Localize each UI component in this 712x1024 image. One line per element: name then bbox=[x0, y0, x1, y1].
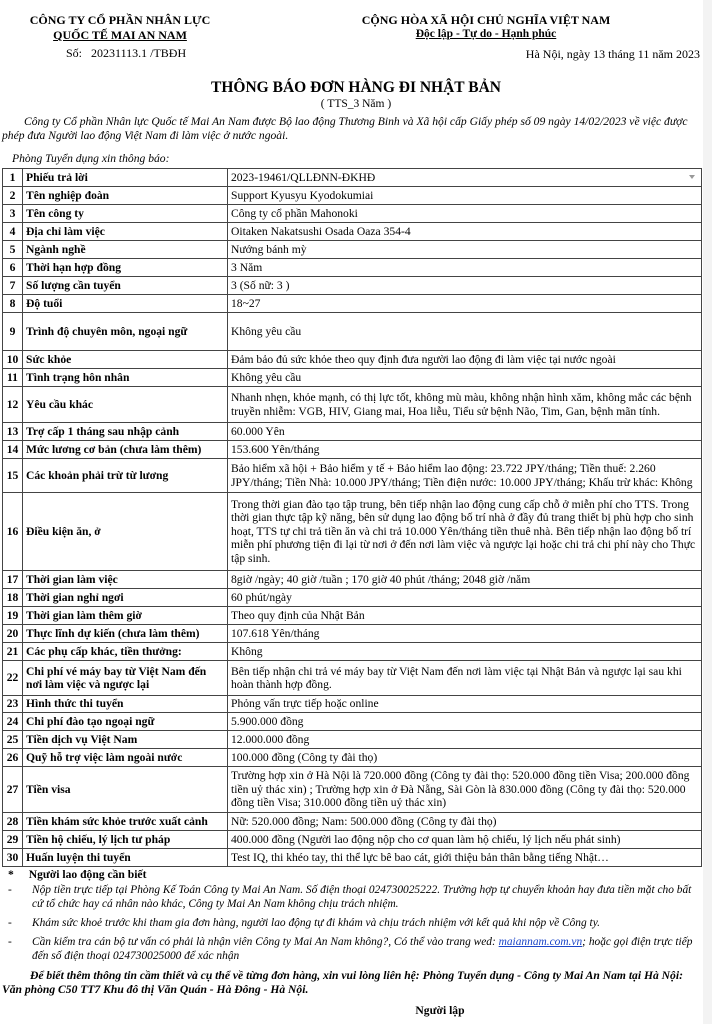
job-order-table bbox=[2, 168, 702, 867]
table-row bbox=[3, 831, 702, 849]
row-number: 30 bbox=[3, 849, 23, 867]
row-label: Quỹ hỗ trợ việc làm ngoài nước bbox=[23, 749, 228, 767]
table-row bbox=[3, 625, 702, 643]
table-row bbox=[3, 767, 702, 813]
nation-title: CỘNG HÒA XÃ HỘI CHỦ NGHĨA VIỆT NAM bbox=[361, 13, 611, 27]
row-label: Huấn luyện thi tuyển bbox=[23, 849, 228, 867]
row-number: 5 bbox=[3, 241, 23, 259]
row-number: 20 bbox=[3, 625, 23, 643]
row-number: 14 bbox=[3, 441, 23, 459]
company-name-line1: CÔNG TY CỔ PHẦN NHÂN LỰC bbox=[29, 13, 211, 27]
table-row bbox=[3, 731, 702, 749]
row-number: 25 bbox=[3, 731, 23, 749]
row-value-text: Oitaken Nakatsushi Osada Oaza 354-4 bbox=[231, 224, 411, 238]
right-margin-strip bbox=[703, 0, 712, 1024]
row-label: Trình độ chuyên môn, ngoại ngữ bbox=[23, 313, 228, 351]
row-number: 17 bbox=[3, 571, 23, 589]
row-value-text: Không yêu cầu bbox=[231, 324, 302, 338]
doc-number-label: Số: bbox=[66, 46, 83, 60]
company-name-line2: QUỐC TẾ MAI AN NAM bbox=[53, 28, 187, 42]
row-value-text: 12.000.000 đồng bbox=[231, 732, 310, 746]
row-value bbox=[228, 169, 702, 187]
row-label: Thời hạn hợp đồng bbox=[23, 259, 228, 277]
row-number: 10 bbox=[3, 351, 23, 369]
row-label: Yêu cầu khác bbox=[23, 387, 228, 423]
row-value bbox=[228, 387, 702, 423]
notes-heading-text: Người lao động cần biết bbox=[28, 868, 147, 881]
row-number: 19 bbox=[3, 607, 23, 625]
note-text: Khám sức khoẻ trước khi tham gia đơn hàng, người lao động tự đi khám và chịu trách nhiệm với kết quả khi nộp về Công ty. bbox=[32, 917, 600, 929]
doc-number bbox=[66, 46, 186, 61]
table-row bbox=[3, 493, 702, 571]
table-row bbox=[3, 696, 702, 713]
table-row bbox=[3, 589, 702, 607]
row-label: Tên công ty bbox=[23, 205, 228, 223]
row-value bbox=[228, 259, 702, 277]
table-row bbox=[3, 387, 702, 423]
row-number: 11 bbox=[3, 369, 23, 387]
row-number: 18 bbox=[3, 589, 23, 607]
dash: - bbox=[8, 936, 12, 948]
table-row bbox=[3, 351, 702, 369]
note-text: Nộp tiền trực tiếp tại Phòng Kế Toán Công ty Mai An Nam. Số điện thoại 024730025222. Trường hợp tự chuyển khoản hay đưa tiền mặt cho bất cứ tổ chức hay cá nhân nào khác, Công ty Mai An Nam không chịu trách nhiệm. bbox=[32, 884, 692, 910]
row-number: 23 bbox=[3, 696, 23, 713]
notes-heading bbox=[8, 868, 146, 881]
row-label: Điều kiện ăn, ở bbox=[23, 493, 228, 571]
row-number: 6 bbox=[3, 259, 23, 277]
row-value bbox=[228, 849, 702, 867]
row-label: Ngành nghề bbox=[23, 241, 228, 259]
row-value bbox=[228, 223, 702, 241]
row-label: Tiền khám sức khỏe trước xuất cảnh bbox=[23, 813, 228, 831]
row-label: Địa chỉ làm việc bbox=[23, 223, 228, 241]
row-value-text: 3 (Số nữ: 3 ) bbox=[231, 278, 290, 292]
row-number: 21 bbox=[3, 643, 23, 661]
row-label: Hình thức thi tuyển bbox=[23, 696, 228, 713]
row-value bbox=[228, 441, 702, 459]
row-label: Mức lương cơ bản (chưa làm thêm) bbox=[23, 441, 228, 459]
row-number: 16 bbox=[3, 493, 23, 571]
row-value bbox=[228, 607, 702, 625]
row-label: Sức khỏe bbox=[23, 351, 228, 369]
table-row bbox=[3, 849, 702, 867]
row-value bbox=[228, 493, 702, 571]
row-number: 27 bbox=[3, 767, 23, 813]
row-value bbox=[228, 351, 702, 369]
row-value bbox=[228, 749, 702, 767]
row-value bbox=[228, 813, 702, 831]
row-number: 28 bbox=[3, 813, 23, 831]
row-label: Thực lĩnh dự kiến (chưa làm thêm) bbox=[23, 625, 228, 643]
row-value bbox=[228, 571, 702, 589]
row-label: Thời gian nghỉ ngơi bbox=[23, 589, 228, 607]
row-value-text: Trường hợp xin ở Hà Nội là 720.000 đồng (Công ty đài thọ: 520.000 đồng tiền Visa; 200.000 đồng tiền uỷ thác xin) ; Trường hợp xin ở Đà Nẵng, Sài Gòn là 830.000 đồng (Công ty đài thọ: 520.000 đồng tiền Visa; 310.000 đồng tiền uỷ thác xin) bbox=[231, 769, 690, 810]
row-value bbox=[228, 241, 702, 259]
table-row bbox=[3, 169, 702, 187]
table-row bbox=[3, 813, 702, 831]
table-row bbox=[3, 187, 702, 205]
row-value bbox=[228, 831, 702, 849]
note-item-1 bbox=[8, 884, 698, 911]
row-number: 9 bbox=[3, 313, 23, 351]
table-row bbox=[3, 295, 702, 313]
table-row bbox=[3, 423, 702, 441]
table-row bbox=[3, 241, 702, 259]
row-number: 22 bbox=[3, 661, 23, 696]
table-row bbox=[3, 713, 702, 731]
table-row bbox=[3, 643, 702, 661]
row-label: Các phụ cấp khác, tiền thưởng: bbox=[23, 643, 228, 661]
row-number: 24 bbox=[3, 713, 23, 731]
row-value bbox=[228, 423, 702, 441]
row-value-text: Support Kyusyu Kyodokumiai bbox=[231, 188, 374, 202]
row-value bbox=[228, 205, 702, 223]
table-row bbox=[3, 313, 702, 351]
table-row bbox=[3, 459, 702, 493]
row-value-text: Phỏng vấn trực tiếp hoặc online bbox=[231, 697, 379, 711]
row-value-text: 100.000 đồng (Công ty đài thọ) bbox=[231, 750, 378, 764]
row-value-text: 153.600 Yên/tháng bbox=[231, 442, 320, 456]
row-value bbox=[228, 277, 702, 295]
table-row bbox=[3, 205, 702, 223]
row-value-text: 5.900.000 đồng bbox=[231, 714, 304, 728]
row-value-text: Không bbox=[231, 644, 263, 658]
announce-text: Phòng Tuyển dụng xin thông báo: bbox=[12, 152, 170, 165]
note-text bbox=[32, 936, 698, 963]
row-number: 7 bbox=[3, 277, 23, 295]
row-label: Độ tuổi bbox=[23, 295, 228, 313]
row-value bbox=[228, 187, 702, 205]
row-number: 2 bbox=[3, 187, 23, 205]
row-number: 4 bbox=[3, 223, 23, 241]
row-value bbox=[228, 295, 702, 313]
row-label: Số lượng cần tuyển bbox=[23, 277, 228, 295]
table-row bbox=[3, 571, 702, 589]
page-subtitle: ( TTS_3 Năm ) bbox=[320, 98, 392, 110]
row-label: Tiền hộ chiếu, lý lịch tư pháp bbox=[23, 831, 228, 849]
notes-bullet: * bbox=[8, 868, 14, 881]
table-row bbox=[3, 369, 702, 387]
row-value bbox=[228, 313, 702, 351]
signer-label: Người lập bbox=[415, 1004, 465, 1017]
row-label: Thời gian làm việc bbox=[23, 571, 228, 589]
row-value-text: 107.618 Yên/tháng bbox=[231, 626, 320, 640]
row-label: Phiếu trả lời bbox=[23, 169, 228, 187]
row-value-text: 8giờ /ngày; 40 giờ /tuần ; 170 giờ 40 phút /tháng; 2048 giờ /năm bbox=[231, 572, 531, 586]
table-row bbox=[3, 661, 702, 696]
table-row bbox=[3, 441, 702, 459]
row-number: 13 bbox=[3, 423, 23, 441]
table-row bbox=[3, 223, 702, 241]
row-value bbox=[228, 625, 702, 643]
row-value-text: 60.000 Yên bbox=[231, 424, 285, 438]
row-value-text: 60 phút/ngày bbox=[231, 590, 292, 604]
intro-paragraph: Công ty Cổ phần Nhân lực Quốc tế Mai An Nam được Bộ lao động Thương Binh và Xã hội cấp Giấy phép số 09 ngày 14/02/2023 về việc được phép đưa Người lao động Việt Nam đi làm việc ở nước ngoài. bbox=[2, 115, 688, 142]
row-value-text: Không yêu cầu bbox=[231, 370, 302, 384]
contact-paragraph: Để biết thêm thông tin cầm thiết và cụ thể về từng đơn hàng, xin vui lòng liên hệ: Phòng Tuyển dụng - Công ty Mai An Nam tại Hà Nội: Văn phòng C50 TT7 Khu đô thị Văn Quán - Hà Đông - Hà Nội. bbox=[2, 969, 683, 996]
table-row bbox=[3, 259, 702, 277]
table-row bbox=[3, 749, 702, 767]
table-row bbox=[3, 277, 702, 295]
row-value bbox=[228, 767, 702, 813]
row-number: 3 bbox=[3, 205, 23, 223]
row-label: Trợ cấp 1 tháng sau nhập cảnh bbox=[23, 423, 228, 441]
dash: - bbox=[8, 884, 12, 896]
row-value bbox=[228, 661, 702, 696]
row-label: Tiền visa bbox=[23, 767, 228, 813]
row-value-text: Đảm bảo đủ sức khỏe theo quy định đưa người lao động đi làm việc tại nước ngoài bbox=[231, 352, 616, 366]
row-value-text: Theo quy định của Nhật Bản bbox=[231, 608, 365, 622]
row-value-text: Nướng bánh mỳ bbox=[231, 242, 307, 256]
dropdown-arrow-icon[interactable] bbox=[689, 175, 695, 179]
row-value bbox=[228, 589, 702, 607]
row-label: Thời gian làm thêm giờ bbox=[23, 607, 228, 625]
row-value-text: 3 Năm bbox=[231, 260, 263, 274]
row-value bbox=[228, 643, 702, 661]
note-item-2 bbox=[8, 917, 698, 931]
row-value-text: Test IQ, thi khéo tay, thi thể lực bê bao cát, giới thiệu bản thân bằng tiếng Nhật… bbox=[231, 850, 609, 864]
row-label: Tên nghiệp đoàn bbox=[23, 187, 228, 205]
dash: - bbox=[8, 917, 12, 929]
motto: Độc lập - Tự do - Hạnh phúc bbox=[415, 28, 557, 40]
row-label: Tiền dịch vụ Việt Nam bbox=[23, 731, 228, 749]
row-value bbox=[228, 369, 702, 387]
row-value-text: 400.000 đồng (Người lao động nộp cho cơ quan làm hộ chiếu, lý lịch nếu phát sinh) bbox=[231, 832, 621, 846]
row-value-text: Trong thời gian đào tạo tập trung, bên tiếp nhận lao động cung cấp chỗ ở miễn phí cho TTS. Trong thời gian thực tập kỹ năng, bên sử dụng lao động bố trí nhà ở đầy đủ trang thiết bị phù hợp cho sinh hoạt, TTS tự chi trả tiền ăn và chi trả 10.000 Yên/tháng tiền thuê nhà. Bên tiếp nhận lao động bố trí miễn phí phương tiện đi lại từ nơi ở đến nơi làm việc và ngược lại hoặc chi trả chi phí này cho Thực tập sinh. bbox=[231, 497, 696, 565]
row-label: Tình trạng hôn nhân bbox=[23, 369, 228, 387]
row-label: Chi phí vé máy bay từ Việt Nam đến nơi làm việc và ngược lại bbox=[23, 661, 228, 696]
row-value-text: 18~27 bbox=[231, 296, 261, 310]
row-value-text: Nữ: 520.000 đồng; Nam: 500.000 đồng (Công ty đài thọ) bbox=[231, 814, 497, 828]
row-value-text: Công ty cổ phần Mahonoki bbox=[231, 206, 358, 220]
row-number: 12 bbox=[3, 387, 23, 423]
row-value-text: Bên tiếp nhận chi trả vé máy bay từ Việt Nam đến nơi làm việc tại Nhật Bản và ngược lại sau khi hoàn thành hợp đồng. bbox=[231, 664, 682, 691]
row-value bbox=[228, 731, 702, 749]
row-value bbox=[228, 696, 702, 713]
note-text-after: ; hoặc gọi điện trực tiếp đến số điện thoại 024730025000 để xác nhận bbox=[32, 936, 693, 962]
row-label: Chi phí đào tạo ngoại ngữ bbox=[23, 713, 228, 731]
page-title: THÔNG BÁO ĐƠN HÀNG ĐI NHẬT BẢN bbox=[211, 79, 501, 96]
note-text-before: Cần kiểm tra cán bộ tư vấn có phải là nhận viên Công ty Mai An Nam không?, Có thể vào trang wed: bbox=[32, 936, 499, 948]
row-value-text: Nhanh nhẹn, khỏe mạnh, có thị lực tốt, không mù màu, không nhận hình xăm, không mắc các bệnh truyền nhiễm: VGB, HIV, Giang mai, Hoa liễu, Tiểu sử bệnh Não, Tim, Gan, bệnh mãn tính. bbox=[231, 391, 692, 418]
row-value-text: Bảo hiểm xã hội + Bảo hiểm y tế + Bảo hiểm lao động: 23.722 JPY/tháng; Tiền thuế: 2.260 JPY/tháng; Tiền Nhà: 10.000 JPY/tháng; Tiền điện nước: 10.000 JPY/tháng; Khấu trừ khác: Không bbox=[231, 462, 693, 489]
row-number: 15 bbox=[3, 459, 23, 493]
table-row bbox=[3, 607, 702, 625]
row-value bbox=[228, 459, 702, 493]
note-item-3 bbox=[8, 936, 698, 963]
row-value-text: 2023-19461/QLLĐNN-ĐKHĐ bbox=[231, 170, 376, 184]
row-number: 8 bbox=[3, 295, 23, 313]
row-number: 26 bbox=[3, 749, 23, 767]
website-link[interactable]: maiannam.com.vn bbox=[498, 936, 583, 948]
place-date: Hà Nội, ngày 13 tháng 11 năm 2023 bbox=[525, 47, 700, 61]
doc-number-value: 20231113.1 /TBĐH bbox=[91, 46, 187, 60]
row-label: Các khoản phải trừ từ lương bbox=[23, 459, 228, 493]
row-value bbox=[228, 713, 702, 731]
row-number: 1 bbox=[3, 169, 23, 187]
row-number: 29 bbox=[3, 831, 23, 849]
